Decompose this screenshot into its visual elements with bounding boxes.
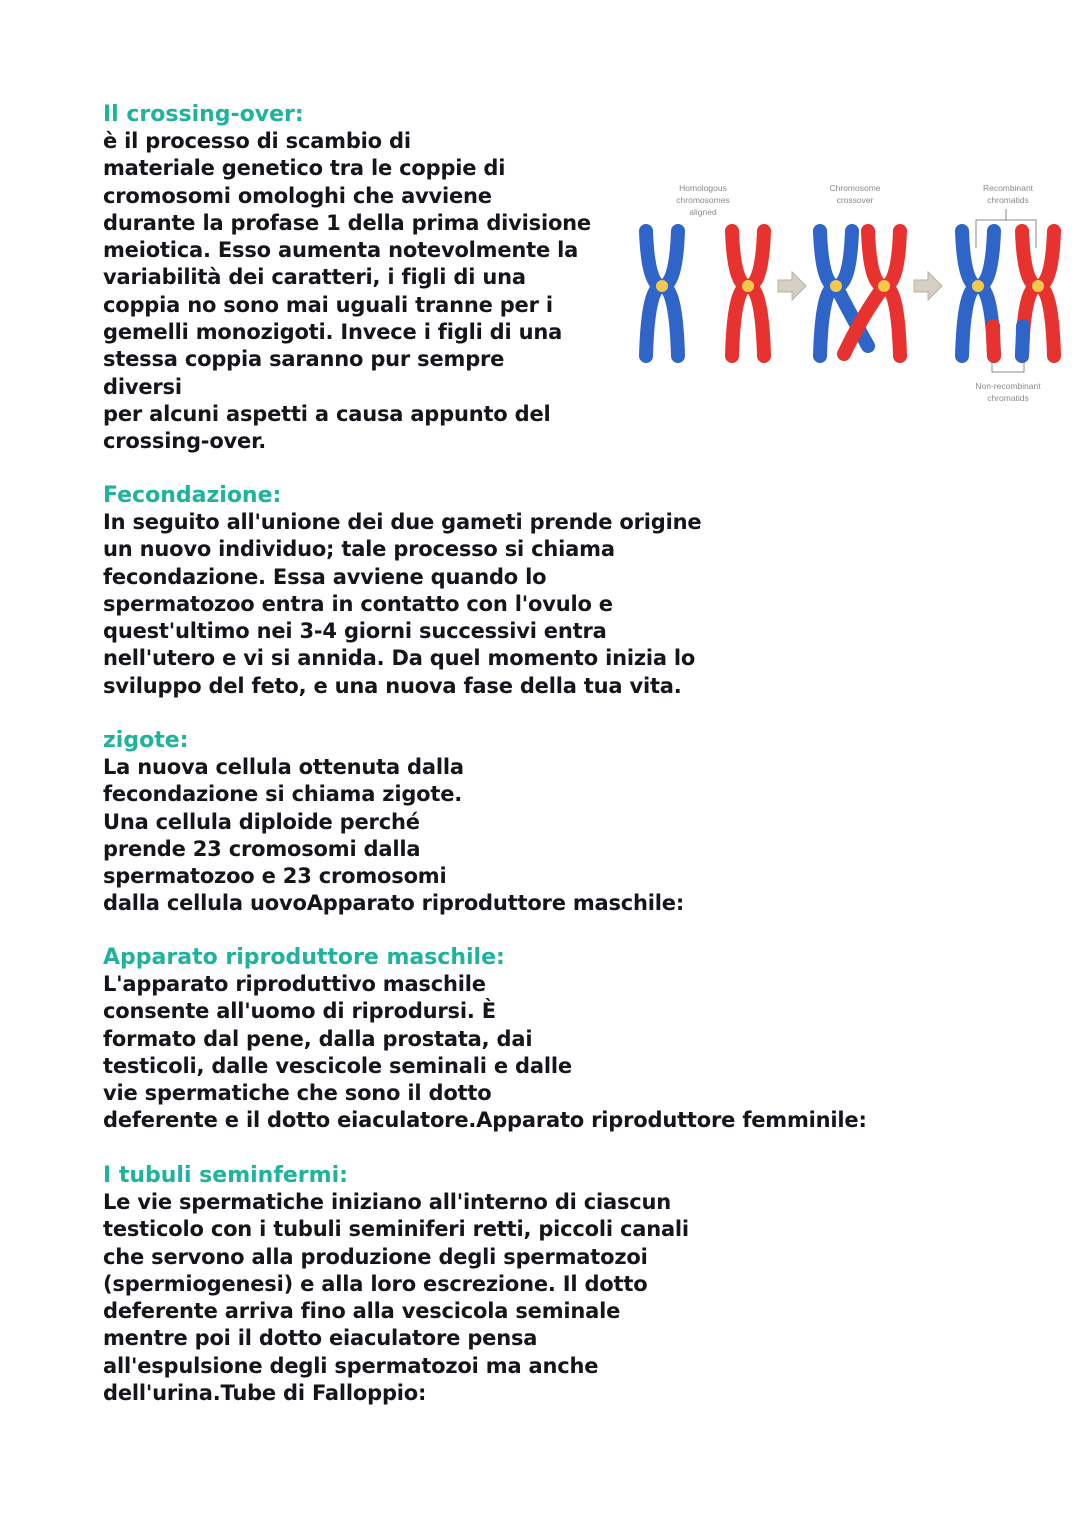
text-line: deferente e il dotto eiaculatore.Apparato riproduttore femminile:: [103, 1108, 867, 1133]
label-recombinant-line2: chromatids: [987, 195, 1029, 205]
text-line: che servono alla produzione degli spermatozoi: [103, 1244, 648, 1269]
text-line: (spermiogenesi) e alla loro escrezione. Il dotto: [103, 1271, 648, 1296]
label-crossover-line2: crossover: [836, 195, 874, 205]
heading-apparato-maschile: Apparato riproduttore maschile:: [103, 945, 505, 970]
heading-fecondazione: Fecondazione:: [103, 483, 282, 508]
arrow-icon: [778, 272, 806, 300]
text-line: materiale genetico tra le coppie di: [103, 156, 506, 181]
text-line: fecondazione. Essa avviene quando lo: [103, 564, 547, 589]
text-line: diversi: [103, 374, 182, 399]
crossover-chromosomes: [820, 231, 900, 356]
label-nonrecombinant-line2: chromatids: [987, 393, 1029, 403]
text-line: quest'ultimo nei 3-4 giorni successivi entra: [103, 619, 607, 644]
text-line: è il processo di scambio di: [103, 129, 411, 153]
label-homologous-line1: Homologous: [679, 183, 727, 193]
paragraph-zigote: [103, 754, 684, 918]
paragraph-crossing-over: [103, 128, 591, 456]
text-line: dell'urina.Tube di Falloppio:: [103, 1381, 427, 1406]
heading-tubuli-seminiferi: I tubuli seminfermi:: [103, 1163, 348, 1188]
text-line: variabilità dei caratteri, i figli di una: [103, 265, 526, 290]
text-line: deferente arriva fino alla vescicola seminale: [103, 1299, 621, 1324]
text-line: Le vie spermatiche iniziano all'interno di ciascun: [103, 1190, 672, 1214]
section-fecondazione: [103, 482, 701, 700]
text-line: crossing-over.: [103, 429, 267, 454]
text-line: gemelli monozigoti. Invece i figli di una: [103, 320, 563, 345]
text-line: un nuovo individuo; tale processo si chiama: [103, 537, 615, 562]
label-recombinant: [983, 183, 1034, 205]
crossing-over-diagram: [632, 176, 1080, 408]
homologous-pair-red: [732, 231, 764, 356]
text-line: per alcuni aspetti a causa appunto del: [103, 401, 551, 426]
text-line: spermatozoo e 23 cromosomi: [103, 864, 447, 889]
label-homologous-line2: chromosomes: [676, 195, 730, 205]
text-line: mentre poi il dotto eiaculatore pensa: [103, 1326, 538, 1351]
text-line: dalla cellula uovoApparato riproduttore maschile:: [103, 891, 685, 916]
heading-crossing-over: Il crossing-over:: [103, 102, 304, 127]
text-line: meiotica. Esso aumenta notevolmente la: [103, 238, 579, 263]
text-line: durante la profase 1 della prima divisione: [103, 210, 591, 235]
text-line: prende 23 cromosomi dalla: [103, 836, 421, 861]
heading-zigote: zigote:: [103, 728, 189, 753]
section-tubuli-seminiferi: [103, 1162, 689, 1407]
label-nonrecombinant: [975, 381, 1041, 403]
text-line: coppia no sono mai uguali tranne per i: [103, 292, 553, 317]
label-recombinant-line1: Recombinant: [982, 183, 1034, 193]
text-line: sviluppo del feto, e una nuova fase della tua vita.: [103, 673, 682, 698]
text-line: Una cellula diploide perché: [103, 809, 420, 834]
text-line: vie spermatiche che sono il dotto: [103, 1081, 492, 1106]
section-zigote: [103, 727, 684, 918]
paragraph-fecondazione: [103, 509, 701, 700]
paragraph-tubuli-seminiferi: [103, 1189, 689, 1407]
homologous-pair-blue: [646, 231, 678, 356]
text-line: stessa coppia saranno pur sempre: [103, 347, 505, 372]
section-crossing-over: [103, 101, 591, 456]
recombinant-chromosome-red: [1022, 231, 1054, 356]
text-line: testicolo con i tubuli seminiferi retti, piccoli canali: [103, 1217, 689, 1242]
label-homologous-line3: aligned: [689, 207, 717, 217]
recombinant-chromosome-blue: [962, 231, 994, 356]
text-line: spermatozoo entra in contatto con l'ovulo e: [103, 591, 613, 616]
text-line: all'espulsione degli spermatozoi ma anche: [103, 1353, 599, 1378]
text-line: L'apparato riproduttivo maschile: [103, 972, 486, 996]
text-line: formato dal pene, dalla prostata, dai: [103, 1026, 533, 1051]
label-crossover: [829, 183, 880, 205]
text-line: fecondazione si chiama zigote.: [103, 782, 463, 807]
text-line: consente all'uomo di riprodursi. È: [103, 999, 496, 1024]
text-line: nell'utero e vi si annida. Da quel momento inizia lo: [103, 646, 696, 671]
paragraph-apparato-maschile: [103, 971, 867, 1135]
arrow-icon: [914, 272, 942, 300]
label-nonrecombinant-line1: Non-recombinant: [975, 381, 1041, 391]
text-line: La nuova cellula ottenuta dalla: [103, 755, 464, 779]
section-apparato-maschile: [103, 944, 867, 1135]
text-line: testicoli, dalle vescicole seminali e dalle: [103, 1053, 572, 1078]
label-homologous: [676, 183, 729, 217]
label-crossover-line1: Chromosome: [829, 183, 881, 193]
text-line: In seguito all'unione dei due gameti prende origine: [103, 510, 702, 534]
text-line: cromosomi omologhi che avviene: [103, 183, 492, 208]
